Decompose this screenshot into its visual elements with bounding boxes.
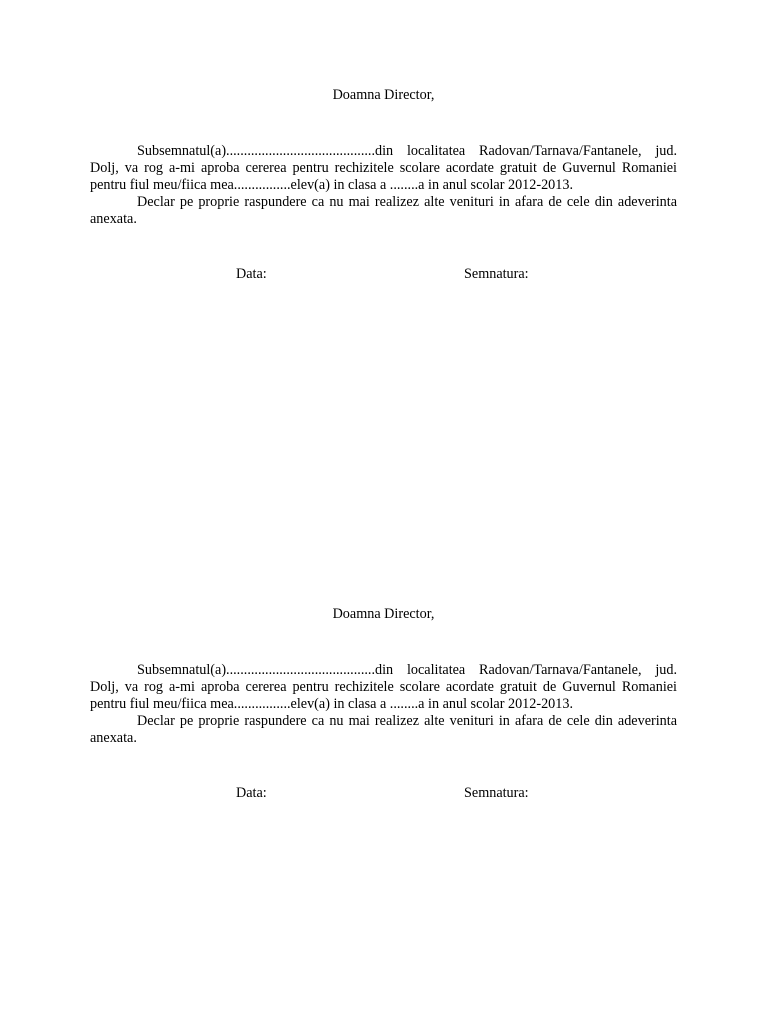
salutation: Doamna Director, <box>332 606 435 622</box>
signature-row <box>90 266 677 283</box>
letter-body <box>90 662 677 747</box>
date-label: Data: <box>236 266 267 282</box>
declaration-paragraph: Declar pe proprie raspundere ca nu mai realizez alte venituri in afara de cele din adeverinta anexata. <box>90 713 677 746</box>
letter-body <box>90 143 677 228</box>
salutation: Doamna Director, <box>332 87 435 103</box>
date-label: Data: <box>236 785 267 801</box>
request-letter-2 <box>90 606 677 802</box>
signature-row <box>90 785 677 802</box>
request-letter-1 <box>90 87 677 283</box>
request-paragraph: Subsemnatul(a)..........................................din localitatea Radovan/Tarnava/Fantanele, jud. Dolj, va rog a-mi aproba cererea pentru rechizitele scolare acordate gratuit de Guvernul Romaniei pentru fiul meu/fiica mea................elev(a) in clasa a ........a in anul scolar 2012-2013. <box>90 662 677 712</box>
signature-label: Semnatura: <box>464 266 529 282</box>
signature-label: Semnatura: <box>464 785 529 801</box>
declaration-paragraph: Declar pe proprie raspundere ca nu mai realizez alte venituri in afara de cele din adeverinta anexata. <box>90 194 677 227</box>
request-paragraph: Subsemnatul(a)..........................................din localitatea Radovan/Tarnava/Fantanele, jud. Dolj, va rog a-mi aproba cererea pentru rechizitele scolare acordate gratuit de Guvernul Romaniei pentru fiul meu/fiica mea................elev(a) in clasa a ........a in anul scolar 2012-2013. <box>90 143 677 193</box>
